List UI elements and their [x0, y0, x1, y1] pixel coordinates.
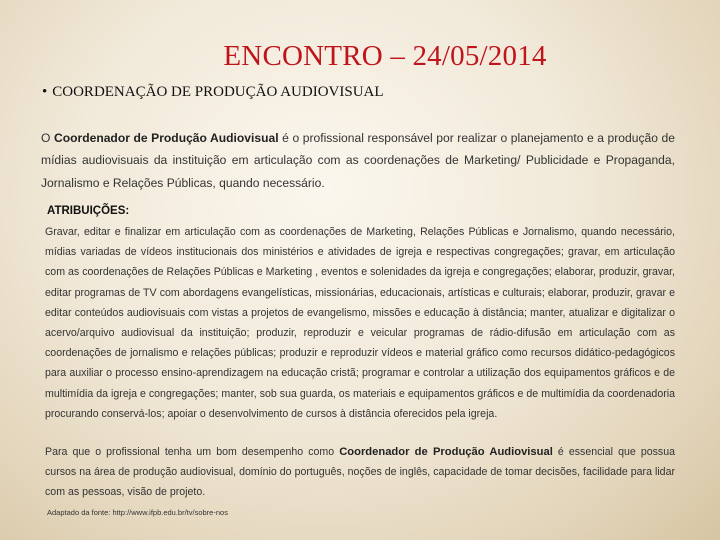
intro-role: Coordenador de Produção Audiovisual [53, 131, 279, 145]
attributions-heading: ATRIBUIÇÕES: [47, 205, 130, 217]
closing-paragraph [45, 442, 675, 503]
attributions-paragraph: Gravar, editar e finalizar em articulação com as coordenações de Marketing, Relações Públicas e Jornalismo, quando necessário, mídias variadas de vídeos institucionais dos ministérios e atividades de igreja e respectivas congregações; gravar, em articulação com as coordenações de Relações Públicas e Marketing , eventos e solenidades da igreja e congregações; elaborar, produzir, gravar, editar programas de TV com abordagens evangelísticas, missionárias, educacionais, artísticas e culturais; elaborar, produzir, gravar e editar conteúdos audiovisuais com vistas a projetos de evangelismo, missões e educação à distância; manter, atualizar e digitalizar o acervo/arquivo audiovisual da instituição; produzir, reproduzir e veicular programas de rádio-difusão em articulação com as coordenações de jornalismo e relações públicas; produzir e reproduzir vídeos e material gráfico como recursos didático-pedagógicos para auxiliar o processo ensino-aprendizagem na educação cristã; programar e controlar a utilização dos equipamentos gráficos e de multimídia da igreja e congregações; manter, sob sua guarda, os materiais e equipamentos gráficos e de multimídia da coordenadoria procurando conservá-los; apoiar o desenvolvimento de cursos à distância oferecidos pela igreja. [45, 226, 675, 420]
source-note: Adaptado da fonte: http://www.ifpb.edu.br/tv/sobre-nos [47, 508, 228, 517]
slide-subtitle [42, 84, 384, 101]
intro-paragraph [41, 127, 675, 194]
closing-lead: Para que o profissional tenha um bom desempenho como [45, 446, 340, 458]
intro-text: é o profissional responsável por realizar o planejamento e a produção de mídias audiovisuais da instituição em articulação com as coordenações de Marketing/ Publicidade e Propaganda, Jornalismo e Relações Públicas, quando necessário. [41, 131, 676, 190]
closing-text: é essencial que possua cursos na área de produção audiovisual, domínio do português, noções de inglês, capacidade de tomar decisões, facilidade para lidar com as pessoas, visão de projeto. [45, 446, 675, 499]
closing-role: Coordenador de Produção Audiovisual [339, 446, 553, 458]
intro-lead: O [41, 131, 54, 145]
subtitle-text: COORDENAÇÃO DE PRODUÇÃO AUDIOVISUAL [52, 84, 384, 100]
bullet-icon: • [42, 84, 48, 100]
slide-title: ENCONTRO – 24/05/2014 [223, 40, 547, 72]
